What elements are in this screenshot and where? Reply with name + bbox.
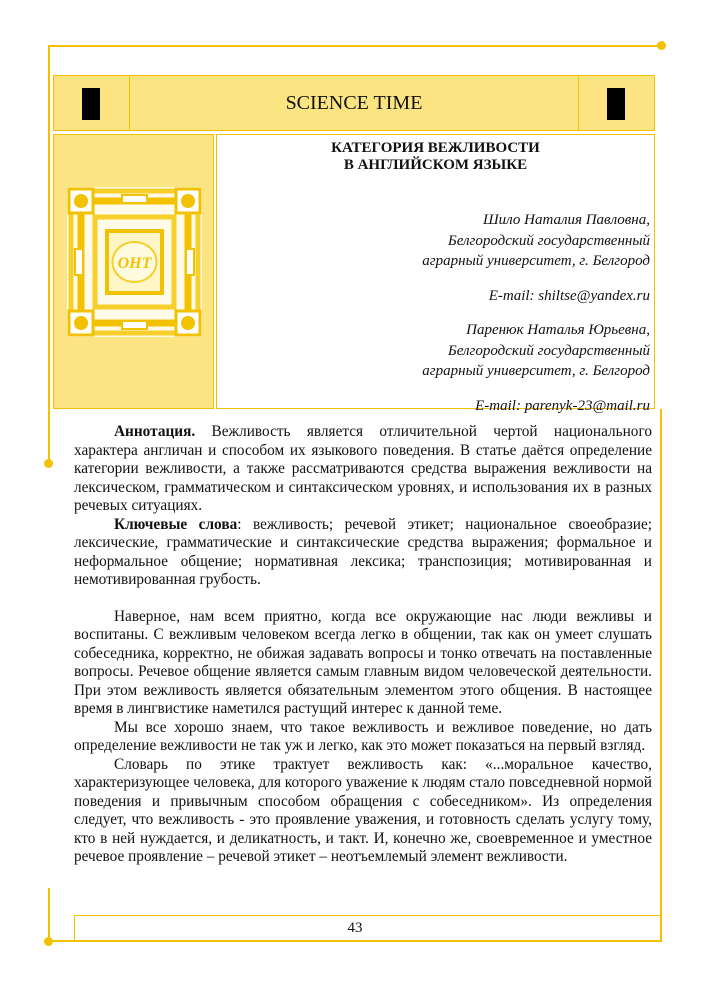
header-right-block	[607, 88, 625, 120]
article-title	[217, 140, 654, 174]
frame-right-line	[660, 409, 662, 941]
article-title-line1: КАТЕГОРИЯ ВЕЖЛИВОСТИ	[331, 140, 540, 156]
header-right-cell	[578, 76, 654, 130]
author-2-email: E-mail: parenyk-23@mail.ru	[475, 397, 650, 414]
journal-title: SCIENCE TIME	[285, 91, 423, 114]
header-left-block	[82, 88, 100, 120]
frame-top-line	[49, 45, 663, 47]
author-1-affiliation-line2: аграрный университет, г. Белгород	[422, 253, 650, 269]
article-info-box	[216, 134, 655, 414]
logo-panel	[53, 134, 214, 409]
authors-block	[230, 210, 650, 416]
author-1-name: Шило Наталия Павловна,	[483, 212, 650, 228]
article-title-line2: В АНГЛИЙСКОМ ЯЗЫКЕ	[343, 157, 528, 173]
keywords-paragraph	[74, 516, 652, 590]
author-2-affiliation-line1: Белгородский государственный	[447, 342, 650, 359]
author-2-name: Паренюк Наталья Юрьевна,	[466, 322, 650, 338]
author-1-email: E-mail: shiltse@yandex.ru	[488, 287, 650, 304]
keywords-text: : вежливость; речевой этикет; национальное своеобразие; лексические, грамматические и синтаксические средства выражения; формальное и неформальное общение; нормативная лексика; транспозиция; мотивированная и немотивированная грубость.	[74, 515, 652, 588]
frame-inner-top-line	[74, 915, 662, 916]
abstract-paragraph	[74, 423, 652, 516]
page-number: 43	[347, 920, 363, 936]
body-paragraph-2: Мы все хорошо знаем, что такое вежливость и вежливое поведение, но дать определение вежливости не так уж и легко, как это может показаться на первый взгляд.	[74, 718, 652, 754]
frame-dot-left	[44, 459, 53, 468]
svg-text:OHT: OHT	[117, 255, 152, 272]
frame-left-line	[48, 45, 50, 463]
frame-dot-bottom-left	[44, 937, 53, 946]
author-2-affiliation-line2: аграрный университет, г. Белгород	[422, 363, 650, 379]
frame-dot-top-right	[657, 41, 666, 50]
body-paragraph-3: Словарь по этике трактует вежливость как: «...моральное качество, характеризующее человека, для которого уважение к людям стало повседневной нормой поведения и привычным способом обращения с собеседником». Из определения следует, что вежливость - это проявление уважения, и готовность сделать услугу тому, кто в ней нуждается, и деликатность, и такт. И, конечно же, своевременное и уместное речевое проявление – речевой этикет – неотъемлемый элемент вежливости.	[74, 755, 652, 865]
journal-header	[53, 75, 655, 131]
frame-bottom-line	[48, 940, 662, 942]
article-content	[74, 423, 652, 867]
abstract-text: Вежливость является отличительной чертой национального характера англичан и способом их языкового поведения. В статье даётся определение категории вежливости, а также рассматриваются средства выражения вежливости на лексическом, грамматическом и синтаксическом уровнях, и использования их в разных речевых ситуациях.	[74, 423, 652, 514]
journal-logo	[67, 187, 202, 337]
body-paragraph-1: Наверное, нам всем приятно, когда все окружающие нас люди вежливы и воспитаны. С вежливым человеком всегда легко в общении, так как он умеет слушать собеседника, корректно, не обижая задавать вопросы и тонко отвечать на поставленные вопросы. Речевое общение является самым главным видом человеческой деятельности. При этом вежливость является обязательным элементом этого общения. В настоящее время в лингвистике наметился растущий интерес к данной теме.	[74, 607, 652, 717]
frame-left-bottom-line	[48, 888, 50, 941]
header-left-cell	[54, 76, 130, 130]
abstract-label: Аннотация.	[114, 423, 196, 440]
keywords-label: Ключевые слова	[114, 515, 238, 533]
frame-inner-left-line	[74, 915, 75, 941]
author-1-affiliation-line1: Белгородский государственный	[447, 232, 650, 249]
